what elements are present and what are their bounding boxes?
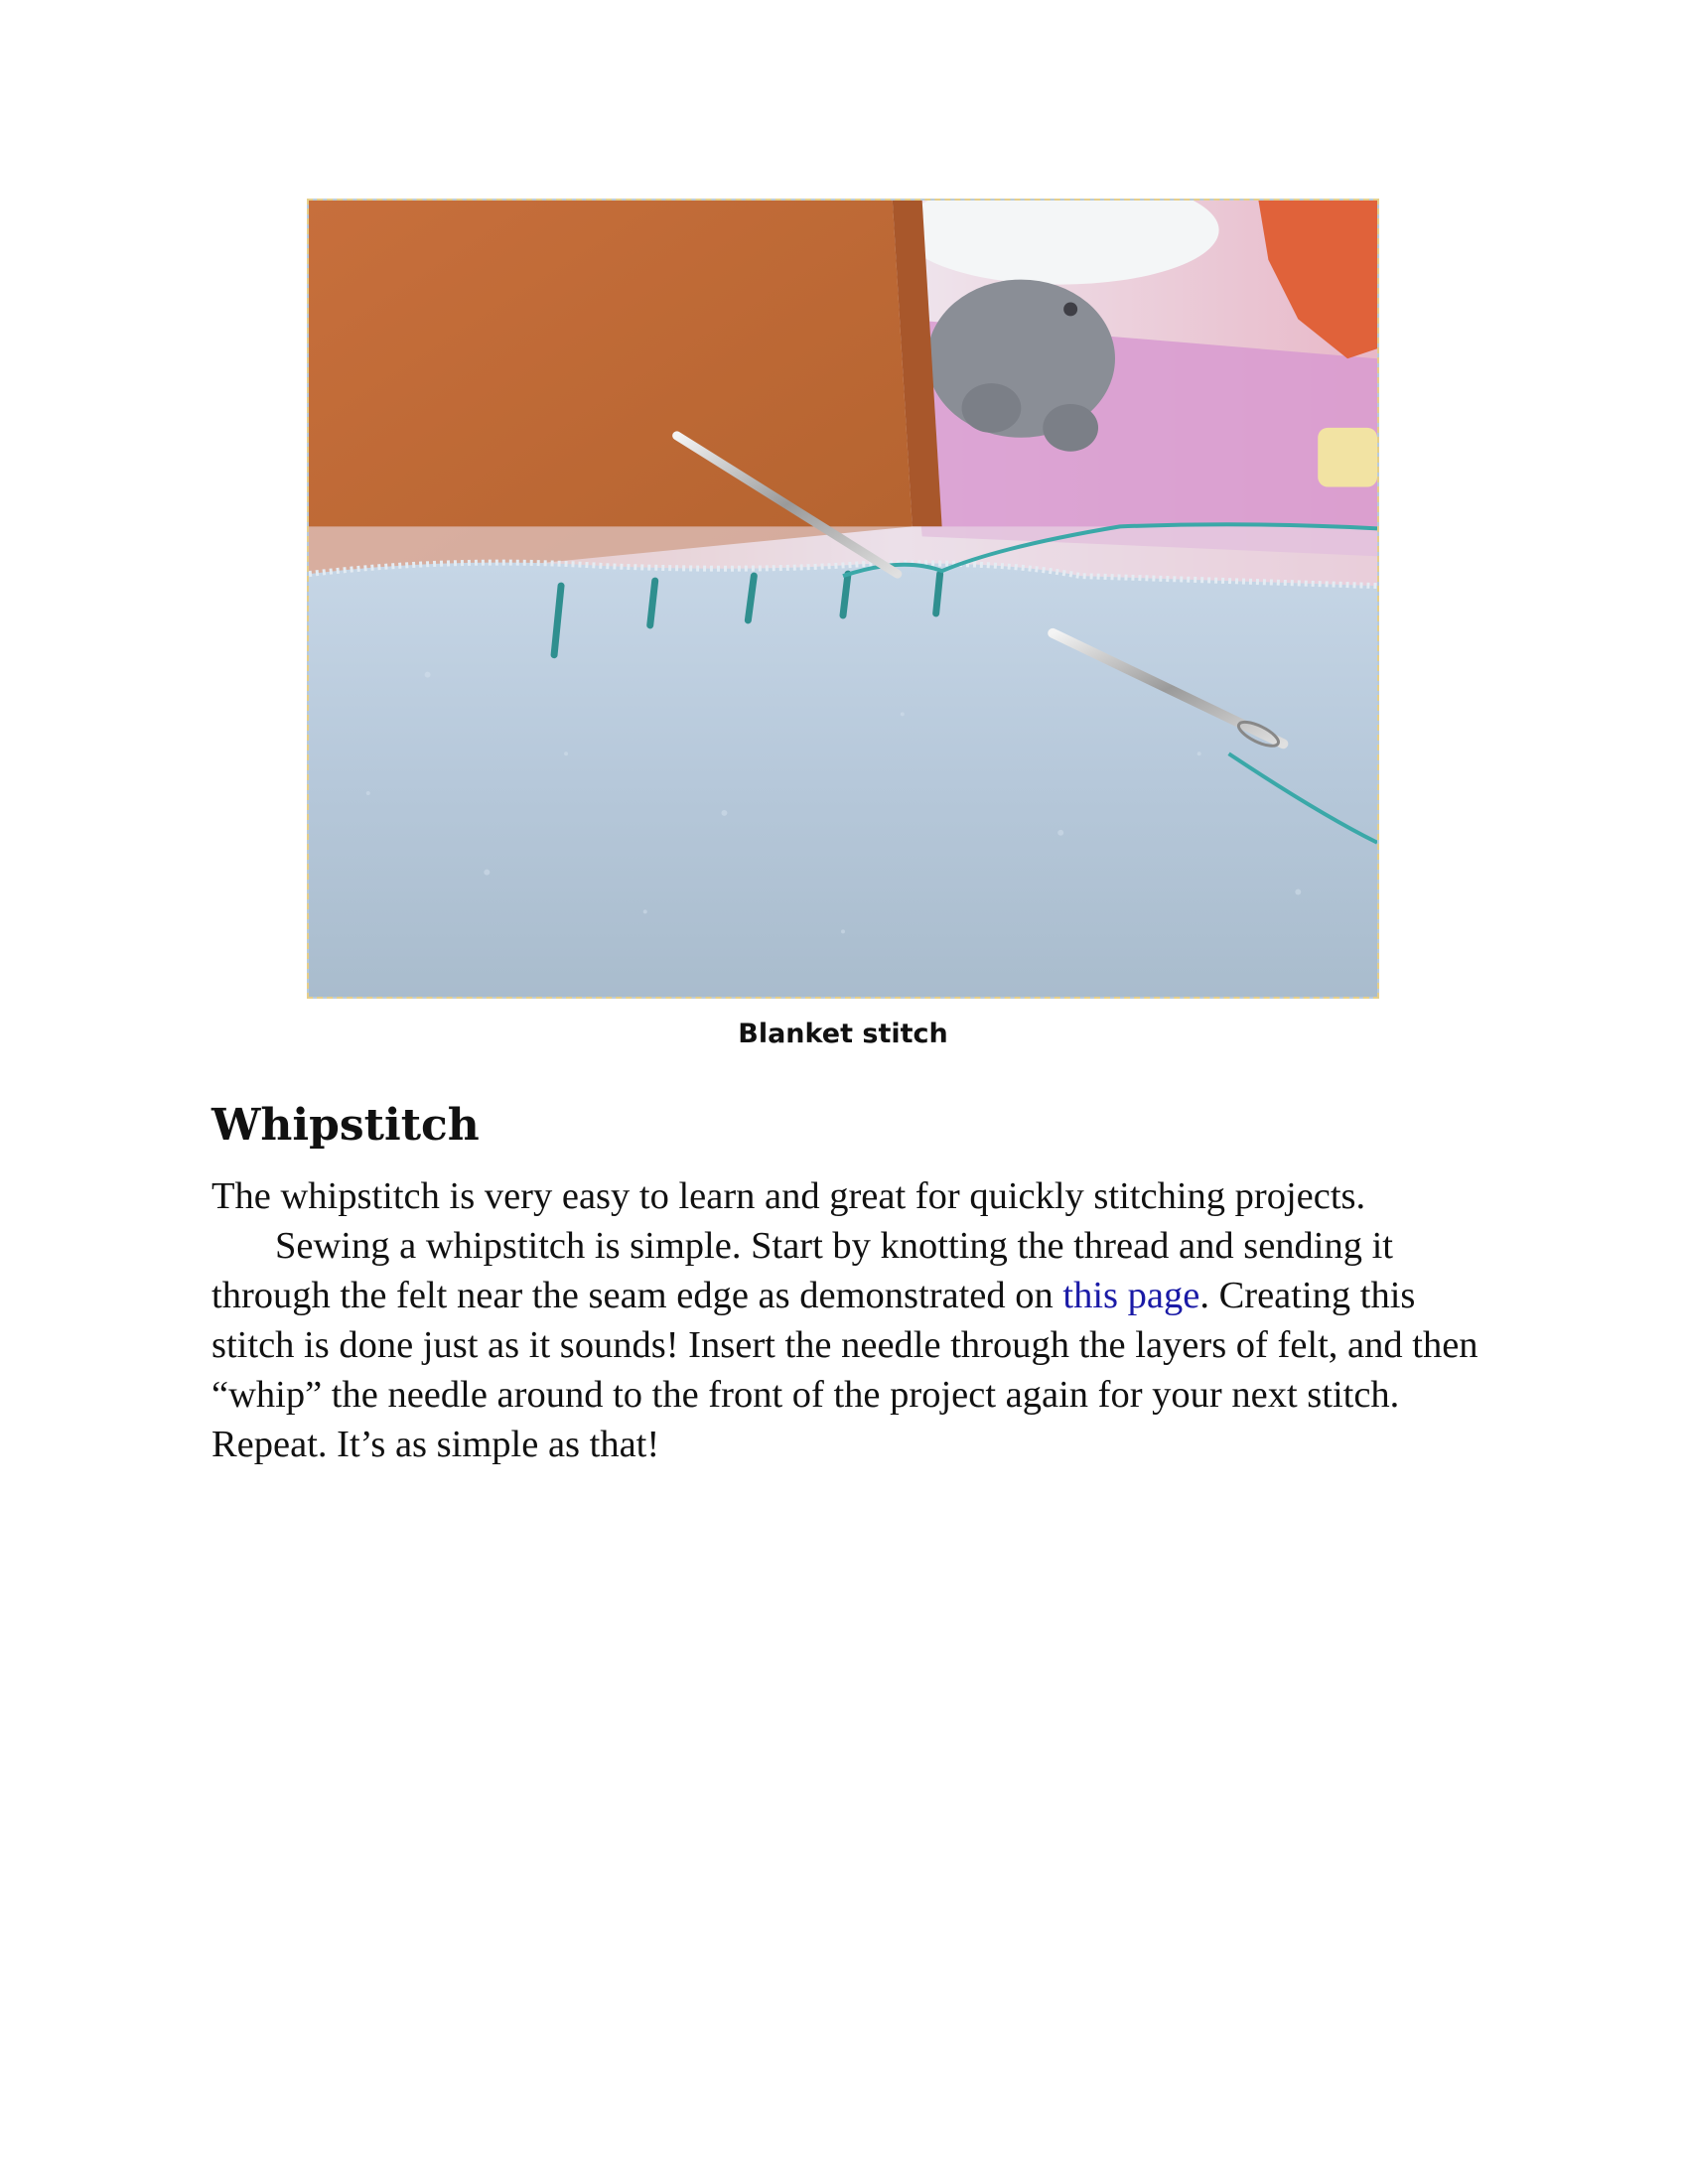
section-body <box>211 1171 1502 1469</box>
instructions-paragraph <box>211 1221 1502 1469</box>
instructions-text-after-link: . Creating this stitch is done just as it sounds! Insert the needle through the layers of felt, and then “whip” the needle around to the front of the project again for your next stitch. Repeat. It’s as simple as that! <box>211 1275 1478 1465</box>
instructions-text-before-link: Sewing a whipstitch is simple. Start by knotting the thread and sending it through the felt near the seam edge as demonstrated on <box>211 1225 1393 1316</box>
figure-caption: Blanket stitch <box>738 1019 948 1049</box>
blanket-stitch-photo <box>307 199 1379 999</box>
intro-paragraph: The whipstitch is very easy to learn and great for quickly stitching projects. <box>211 1175 1366 1217</box>
this-page-link[interactable]: this page <box>1062 1275 1200 1316</box>
section-heading: Whipstitch <box>211 1100 480 1151</box>
felt-stitching-illustration <box>309 201 1377 997</box>
